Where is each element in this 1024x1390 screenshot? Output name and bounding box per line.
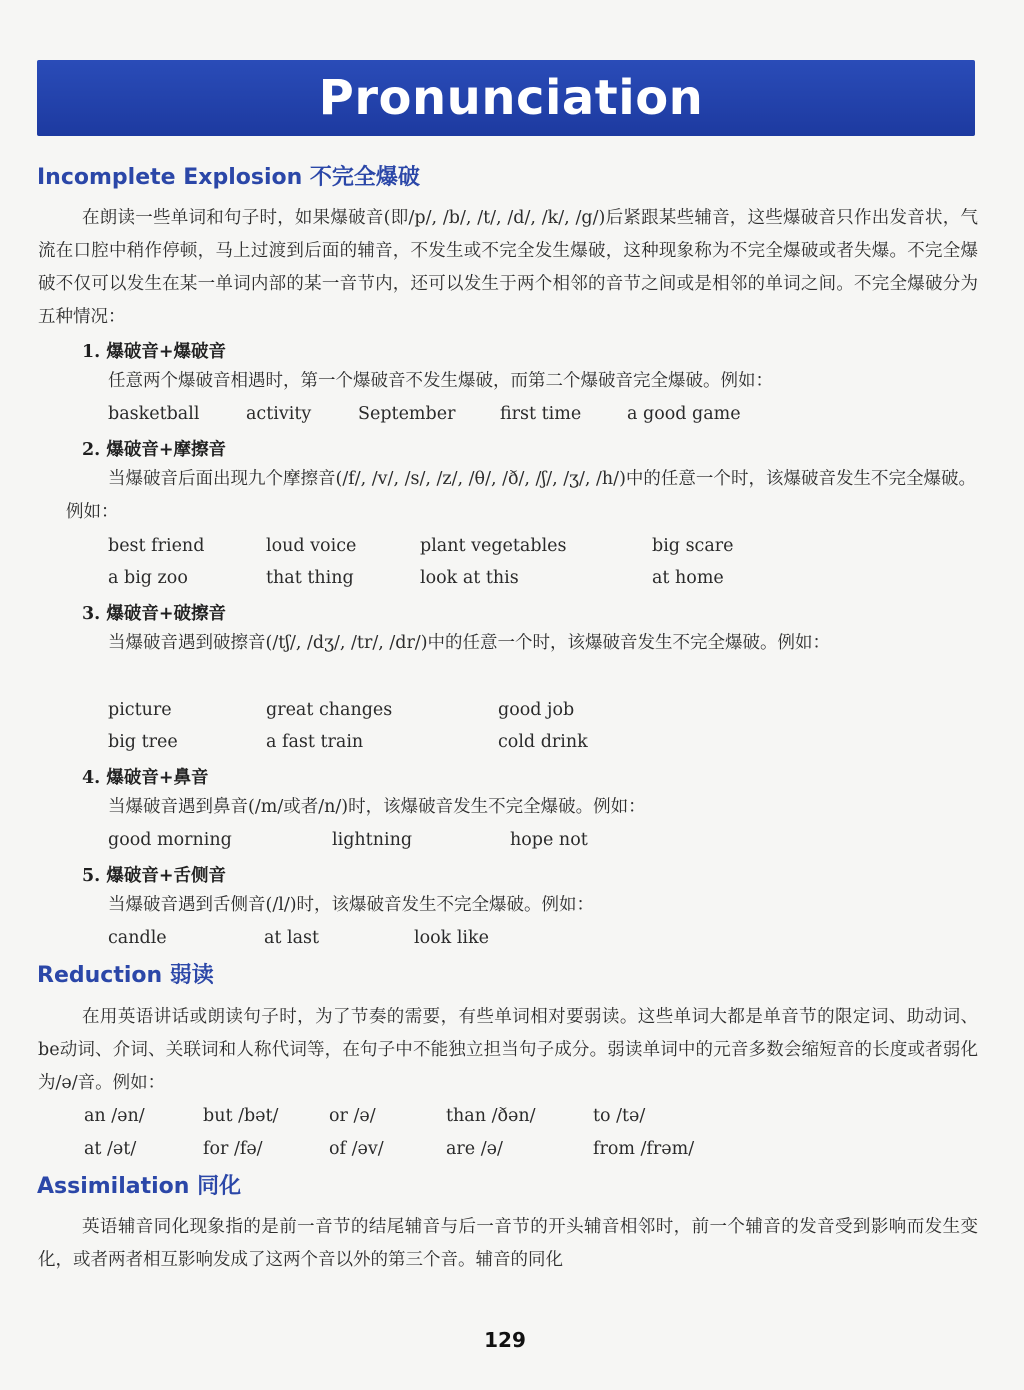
- example-word: that thing: [266, 568, 354, 588]
- example-word: great changes: [266, 700, 393, 720]
- example-word: picture: [108, 700, 172, 720]
- weak-form: an /ən/: [84, 1106, 145, 1126]
- weak-form: are /ə/: [446, 1139, 503, 1159]
- example-word: look at this: [420, 568, 519, 588]
- page-title: Pronunciation: [318, 70, 704, 126]
- case-4-rule: 当爆破音遇到鼻音(/m/或者/n/)时，该爆破音发生不完全爆破。例如：: [108, 797, 646, 817]
- example-word: lightning: [332, 830, 413, 850]
- page-banner: [37, 60, 975, 136]
- reduction-intro: 在用英语讲话或朗读句子时，为了节奏的需要，有些单词相对要弱读。这些单词大都是单音节的限定词、助动词、be动词、介词、关联词和人称代词等，在句子中不能独立担当句子成分。弱读单词中的元音多数会缩短音的长度或者弱化为/ə/音。例如：: [38, 1007, 978, 1093]
- example-word: good morning: [108, 830, 232, 850]
- example-word: cold drink: [498, 732, 588, 752]
- section-title-reduction: Reduction 弱读: [37, 963, 214, 988]
- case-5-rule: 当爆破音遇到舌侧音(/l/)时，该爆破音发生不完全爆破。例如：: [108, 895, 595, 915]
- example-word: best friend: [108, 536, 205, 556]
- assimilation-intro: 英语辅音同化现象指的是前一音节的结尾辅音与后一音节的开头辅音相邻时，前一个辅音的发音受到影响而发生变化，或者两者相互影响发成了这两个音以外的第三个音。辅音的同化: [38, 1217, 978, 1270]
- example-word: a fast train: [266, 732, 364, 752]
- case-2-heading: 2. 爆破音+摩擦音: [82, 440, 227, 460]
- weak-form: for /fə/: [203, 1139, 263, 1159]
- weak-form: or /ə/: [329, 1106, 376, 1126]
- example-word: a big zoo: [108, 568, 188, 588]
- example-word: at home: [652, 568, 724, 588]
- example-word: a good game: [627, 404, 741, 424]
- weak-form: to /tə/: [593, 1106, 646, 1126]
- weak-form: from /frəm/: [593, 1139, 695, 1159]
- section-title-assimilation: Assimilation 同化: [37, 1174, 242, 1199]
- case-3-heading: 3. 爆破音+破擦音: [82, 604, 227, 624]
- weak-form: of /əv/: [329, 1139, 384, 1159]
- case-4-heading: 4. 爆破音+鼻音: [82, 768, 209, 788]
- example-word: activity: [246, 404, 312, 424]
- example-word: loud voice: [266, 536, 357, 556]
- example-word: look like: [414, 928, 489, 948]
- case-1-heading: 1. 爆破音+爆破音: [82, 342, 227, 362]
- example-word: at last: [264, 928, 320, 948]
- example-word: big scare: [652, 536, 734, 556]
- example-word: plant vegetables: [420, 536, 567, 556]
- example-word: hope not: [510, 830, 588, 850]
- example-word: big tree: [108, 732, 178, 752]
- example-word: good job: [498, 700, 575, 720]
- example-word: candle: [108, 928, 167, 948]
- section-title-incomplete-explosion: Incomplete Explosion 不完全爆破: [37, 165, 420, 190]
- example-word: first time: [500, 404, 582, 424]
- case-1-rule: 任意两个爆破音相遇时，第一个爆破音不发生爆破，而第二个爆破音完全爆破。例如：: [108, 371, 773, 391]
- incomplete-explosion-intro: 在朗读一些单词和句子时，如果爆破音(即/p/, /b/, /t/, /d/, /k/, /g/)后紧跟某些辅音，这些爆破音只作出发音状，气流在口腔中稍作停顿，马上过渡到后面的辅音，不发生或不完全发生爆破，这种现象称为不完全爆破或者失爆。不完全爆破不仅可以发生在某一单词内部的某一音节内，还可以发生于两个相邻的音节之间或是相邻的单词之间。不完全爆破分为五种情况：: [38, 208, 978, 327]
- weak-form: but /bət/: [203, 1106, 279, 1126]
- example-word: September: [358, 404, 456, 424]
- page-number: 129: [484, 1328, 526, 1352]
- case-2-rule: 当爆破音后面出现九个摩擦音(/f/, /v/, /s/, /z/, /θ/, /ð/, /ʃ/, /ʒ/, /h/)中的任意一个时，该爆破音发生不完全爆破。例如：: [66, 469, 976, 522]
- case-5-heading: 5. 爆破音+舌侧音: [82, 866, 227, 886]
- weak-form: than /ðən/: [446, 1106, 536, 1126]
- case-3-rule: 当爆破音遇到破擦音(/tʃ/, /dʒ/, /tr/, /dr/)中的任意一个时，该爆破音发生不完全爆破。例如：: [108, 633, 831, 653]
- weak-form: at /ət/: [84, 1139, 137, 1159]
- example-word: basketball: [108, 404, 200, 424]
